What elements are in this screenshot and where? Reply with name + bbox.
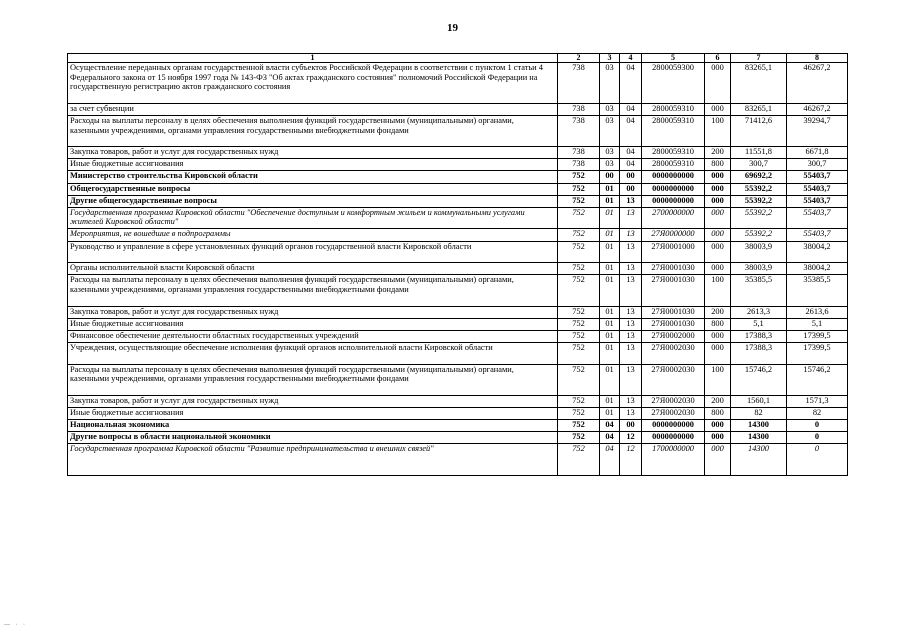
amount-year1-cell: 55392,2 <box>731 207 787 229</box>
ministry-code-cell: 752 <box>558 229 600 241</box>
amount-year1-cell: 14300 <box>731 444 787 475</box>
ministry-code-cell: 738 <box>558 159 600 171</box>
section-code-cell: 01 <box>600 229 620 241</box>
expense-type-cell: 000 <box>705 241 731 263</box>
section-code-cell: 01 <box>600 195 620 207</box>
subsection-code-cell: 04 <box>620 115 642 146</box>
target-article-cell: 27Я0001030 <box>642 275 705 306</box>
table-row <box>68 395 848 407</box>
ministry-code-cell: 752 <box>558 183 600 195</box>
header-cell: 8 <box>787 54 848 63</box>
amount-year2-cell: 39294,7 <box>787 115 848 146</box>
header-cell: 1 <box>68 54 558 63</box>
subsection-code-cell: 13 <box>620 342 642 364</box>
expense-name-cell: за счет субвенции <box>68 103 558 115</box>
ministry-code-cell: 752 <box>558 207 600 229</box>
table-row <box>68 342 848 364</box>
target-article-cell: 2800059310 <box>642 103 705 115</box>
subsection-code-cell: 00 <box>620 183 642 195</box>
expense-type-cell: 800 <box>705 159 731 171</box>
target-article-cell: 0000000000 <box>642 183 705 195</box>
section-code-cell: 04 <box>600 432 620 444</box>
target-article-cell: 27Я0001030 <box>642 306 705 318</box>
expense-type-cell: 000 <box>705 444 731 475</box>
section-code-cell: 04 <box>600 420 620 432</box>
subsection-code-cell: 13 <box>620 207 642 229</box>
target-article-cell: 2800059310 <box>642 147 705 159</box>
target-article-cell: 1700000000 <box>642 444 705 475</box>
target-article-cell: 2700000000 <box>642 207 705 229</box>
subsection-code-cell: 13 <box>620 275 642 306</box>
target-article-cell: 27Я0002030 <box>642 342 705 364</box>
expense-name-cell: Руководство и управление в сфере установленных функций органов государственной власти Кировской области <box>68 241 558 263</box>
subsection-code-cell: 12 <box>620 444 642 475</box>
header-cell: 5 <box>642 54 705 63</box>
scan-mark: — · · <box>4 622 27 628</box>
amount-year2-cell: 55403,7 <box>787 171 848 183</box>
ministry-code-cell: 752 <box>558 275 600 306</box>
amount-year1-cell: 55392,2 <box>731 195 787 207</box>
expense-type-cell: 200 <box>705 306 731 318</box>
subsection-code-cell: 13 <box>620 195 642 207</box>
table-row <box>68 183 848 195</box>
target-article-cell: 2800059310 <box>642 159 705 171</box>
expense-name-cell: Закупка товаров, работ и услуг для государственных нужд <box>68 147 558 159</box>
section-code-cell: 03 <box>600 159 620 171</box>
table-row <box>68 229 848 241</box>
budget-table <box>67 53 848 476</box>
table-row <box>68 263 848 275</box>
target-article-cell: 27Я0001000 <box>642 241 705 263</box>
amount-year1-cell: 15746,2 <box>731 364 787 395</box>
amount-year2-cell: 5,1 <box>787 318 848 330</box>
target-article-cell: 27Я0002030 <box>642 364 705 395</box>
expense-type-cell: 000 <box>705 263 731 275</box>
ministry-code-cell: 752 <box>558 263 600 275</box>
expense-type-cell: 000 <box>705 103 731 115</box>
ministry-code-cell: 752 <box>558 171 600 183</box>
ministry-code-cell: 752 <box>558 364 600 395</box>
amount-year2-cell: 38004,2 <box>787 241 848 263</box>
target-article-cell: 27Я0002030 <box>642 407 705 419</box>
table-row <box>68 432 848 444</box>
amount-year2-cell: 82 <box>787 407 848 419</box>
expense-type-cell: 100 <box>705 275 731 306</box>
amount-year1-cell: 17388,3 <box>731 342 787 364</box>
expense-type-cell: 000 <box>705 195 731 207</box>
expense-type-cell: 000 <box>705 183 731 195</box>
expense-name-cell: Закупка товаров, работ и услуг для государственных нужд <box>68 395 558 407</box>
expense-type-cell: 800 <box>705 318 731 330</box>
table-row <box>68 147 848 159</box>
amount-year2-cell: 1571,3 <box>787 395 848 407</box>
expense-name-cell: Мероприятия, не вошедшие в подпрограммы <box>68 229 558 241</box>
target-article-cell: 0000000000 <box>642 195 705 207</box>
table-row <box>68 115 848 146</box>
section-code-cell: 01 <box>600 395 620 407</box>
header-cell: 3 <box>600 54 620 63</box>
expense-type-cell: 000 <box>705 432 731 444</box>
ministry-code-cell: 752 <box>558 195 600 207</box>
amount-year1-cell: 300,7 <box>731 159 787 171</box>
amount-year2-cell: 300,7 <box>787 159 848 171</box>
expense-name-cell: Расходы на выплаты персоналу в целях обеспечения выполнения функций государственными (муниципальными) органами, казенными учреждениями, органами управления государственными внебюджетными фондами <box>68 115 558 146</box>
table-row <box>68 275 848 306</box>
expense-name-cell: Органы исполнительной власти Кировской области <box>68 263 558 275</box>
expense-name-cell: Осуществление переданных органам государственной власти субъектов Российской Федерации в соответствии с пунктом 1 статьи 4 Федерального закона от 15 ноября 1997 года № 143-ФЗ "Об актах гражданского состояния" полномочий Российской Федерации на государственную регистрацию актов гражданского состояния <box>68 63 558 104</box>
expense-type-cell: 200 <box>705 395 731 407</box>
expense-name-cell: Государственная программа Кировской области "Обеспечение доступным и комфортным жильем и коммунальными услугами жителей Кировской области" <box>68 207 558 229</box>
ministry-code-cell: 752 <box>558 420 600 432</box>
expense-type-cell: 000 <box>705 171 731 183</box>
section-code-cell: 03 <box>600 63 620 104</box>
amount-year2-cell: 0 <box>787 420 848 432</box>
expense-name-cell: Расходы на выплаты персоналу в целях обеспечения выполнения функций государственными (муниципальными) органами, казенными учреждениями, органами управления государственными внебюджетными фондами <box>68 364 558 395</box>
ministry-code-cell: 752 <box>558 306 600 318</box>
section-code-cell: 01 <box>600 407 620 419</box>
target-article-cell: 0000000000 <box>642 420 705 432</box>
subsection-code-cell: 04 <box>620 63 642 104</box>
ministry-code-cell: 738 <box>558 63 600 104</box>
section-code-cell: 03 <box>600 103 620 115</box>
amount-year2-cell: 55403,7 <box>787 183 848 195</box>
amount-year1-cell: 55392,2 <box>731 229 787 241</box>
expense-type-cell: 000 <box>705 229 731 241</box>
target-article-cell: 0000000000 <box>642 171 705 183</box>
section-code-cell: 01 <box>600 306 620 318</box>
header-row <box>68 54 848 63</box>
amount-year1-cell: 83265,1 <box>731 103 787 115</box>
ministry-code-cell: 738 <box>558 147 600 159</box>
section-code-cell: 01 <box>600 263 620 275</box>
expense-name-cell: Расходы на выплаты персоналу в целях обеспечения выполнения функций государственными (муниципальными) органами, казенными учреждениями, органами управления государственными внебюджетными фондами <box>68 275 558 306</box>
amount-year1-cell: 2613,3 <box>731 306 787 318</box>
amount-year2-cell: 46267,2 <box>787 103 848 115</box>
table-row <box>68 318 848 330</box>
subsection-code-cell: 13 <box>620 364 642 395</box>
ministry-code-cell: 752 <box>558 395 600 407</box>
subsection-code-cell: 00 <box>620 420 642 432</box>
section-code-cell: 01 <box>600 183 620 195</box>
section-code-cell: 03 <box>600 147 620 159</box>
subsection-code-cell: 13 <box>620 241 642 263</box>
amount-year2-cell: 46267,2 <box>787 63 848 104</box>
expense-name-cell: Иные бюджетные ассигнования <box>68 159 558 171</box>
target-article-cell: 27Я0001030 <box>642 263 705 275</box>
expense-type-cell: 000 <box>705 330 731 342</box>
subsection-code-cell: 00 <box>620 171 642 183</box>
header-cell: 4 <box>620 54 642 63</box>
amount-year1-cell: 55392,2 <box>731 183 787 195</box>
expense-name-cell: Закупка товаров, работ и услуг для государственных нужд <box>68 306 558 318</box>
target-article-cell: 2800059310 <box>642 115 705 146</box>
header-cell: 7 <box>731 54 787 63</box>
table-row <box>68 444 848 475</box>
subsection-code-cell: 04 <box>620 147 642 159</box>
table-row <box>68 63 848 104</box>
section-code-cell: 01 <box>600 342 620 364</box>
ministry-code-cell: 752 <box>558 432 600 444</box>
subsection-code-cell: 13 <box>620 229 642 241</box>
amount-year1-cell: 14300 <box>731 432 787 444</box>
ministry-code-cell: 738 <box>558 103 600 115</box>
expense-name-cell: Общегосударственные вопросы <box>68 183 558 195</box>
amount-year2-cell: 17399,5 <box>787 342 848 364</box>
section-code-cell: 04 <box>600 444 620 475</box>
ministry-code-cell: 738 <box>558 115 600 146</box>
table-row <box>68 171 848 183</box>
amount-year2-cell: 55403,7 <box>787 195 848 207</box>
amount-year1-cell: 11551,8 <box>731 147 787 159</box>
amount-year1-cell: 83265,1 <box>731 63 787 104</box>
table-row <box>68 241 848 263</box>
target-article-cell: 27Я0002030 <box>642 395 705 407</box>
section-code-cell: 01 <box>600 364 620 395</box>
table-row <box>68 420 848 432</box>
table-row <box>68 159 848 171</box>
table-row <box>68 330 848 342</box>
expense-type-cell: 000 <box>705 207 731 229</box>
amount-year2-cell: 0 <box>787 432 848 444</box>
expense-name-cell: Учреждения, осуществляющие обеспечение исполнения функций органов исполнительной власти Кировской области <box>68 342 558 364</box>
target-article-cell: 2800059300 <box>642 63 705 104</box>
section-code-cell: 03 <box>600 115 620 146</box>
amount-year2-cell: 55403,7 <box>787 229 848 241</box>
table-row <box>68 195 848 207</box>
subsection-code-cell: 13 <box>620 263 642 275</box>
header-cell: 2 <box>558 54 600 63</box>
expense-type-cell: 100 <box>705 364 731 395</box>
section-code-cell: 01 <box>600 318 620 330</box>
page-number: 19 <box>447 22 458 34</box>
expense-type-cell: 800 <box>705 407 731 419</box>
expense-type-cell: 100 <box>705 115 731 146</box>
ministry-code-cell: 752 <box>558 444 600 475</box>
table-row <box>68 207 848 229</box>
table-row <box>68 364 848 395</box>
amount-year2-cell: 6671,8 <box>787 147 848 159</box>
section-code-cell: 01 <box>600 275 620 306</box>
subsection-code-cell: 04 <box>620 159 642 171</box>
section-code-cell: 00 <box>600 171 620 183</box>
amount-year2-cell: 0 <box>787 444 848 475</box>
amount-year1-cell: 38003,9 <box>731 241 787 263</box>
target-article-cell: 27Я0002000 <box>642 330 705 342</box>
ministry-code-cell: 752 <box>558 241 600 263</box>
subsection-code-cell: 12 <box>620 432 642 444</box>
table-body <box>68 54 848 476</box>
amount-year1-cell: 5,1 <box>731 318 787 330</box>
section-code-cell: 01 <box>600 330 620 342</box>
header-cell: 6 <box>705 54 731 63</box>
amount-year2-cell: 55403,7 <box>787 207 848 229</box>
expense-name-cell: Иные бюджетные ассигнования <box>68 318 558 330</box>
amount-year2-cell: 2613,6 <box>787 306 848 318</box>
ministry-code-cell: 752 <box>558 407 600 419</box>
target-article-cell: 0000000000 <box>642 432 705 444</box>
section-code-cell: 01 <box>600 241 620 263</box>
amount-year2-cell: 35385,5 <box>787 275 848 306</box>
ministry-code-cell: 752 <box>558 342 600 364</box>
expense-name-cell: Финансовое обеспечение деятельности областных государственных учреждений <box>68 330 558 342</box>
expense-name-cell: Другие общегосударственные вопросы <box>68 195 558 207</box>
expense-type-cell: 000 <box>705 63 731 104</box>
expense-type-cell: 000 <box>705 342 731 364</box>
amount-year2-cell: 38004,2 <box>787 263 848 275</box>
expense-name-cell: Другие вопросы в области национальной экономики <box>68 432 558 444</box>
table-row <box>68 407 848 419</box>
expense-type-cell: 200 <box>705 147 731 159</box>
amount-year1-cell: 69692,2 <box>731 171 787 183</box>
expense-name-cell: Министерство строительства Кировской области <box>68 171 558 183</box>
amount-year1-cell: 71412,6 <box>731 115 787 146</box>
subsection-code-cell: 13 <box>620 306 642 318</box>
table-row <box>68 103 848 115</box>
subsection-code-cell: 13 <box>620 395 642 407</box>
expense-name-cell: Иные бюджетные ассигнования <box>68 407 558 419</box>
expense-type-cell: 000 <box>705 420 731 432</box>
section-code-cell: 01 <box>600 207 620 229</box>
table-row <box>68 306 848 318</box>
expense-name-cell: Национальная экономика <box>68 420 558 432</box>
amount-year1-cell: 82 <box>731 407 787 419</box>
subsection-code-cell: 13 <box>620 330 642 342</box>
subsection-code-cell: 04 <box>620 103 642 115</box>
amount-year1-cell: 14300 <box>731 420 787 432</box>
amount-year1-cell: 38003,9 <box>731 263 787 275</box>
target-article-cell: 27Я0000000 <box>642 229 705 241</box>
amount-year1-cell: 1560,1 <box>731 395 787 407</box>
amount-year2-cell: 17399,5 <box>787 330 848 342</box>
amount-year2-cell: 15746,2 <box>787 364 848 395</box>
expense-name-cell: Государственная программа Кировской области "Развитие предпринимательства и внешних связей" <box>68 444 558 475</box>
amount-year1-cell: 35385,5 <box>731 275 787 306</box>
ministry-code-cell: 752 <box>558 330 600 342</box>
subsection-code-cell: 13 <box>620 318 642 330</box>
subsection-code-cell: 13 <box>620 407 642 419</box>
amount-year1-cell: 17388,3 <box>731 330 787 342</box>
target-article-cell: 27Я0001030 <box>642 318 705 330</box>
ministry-code-cell: 752 <box>558 318 600 330</box>
